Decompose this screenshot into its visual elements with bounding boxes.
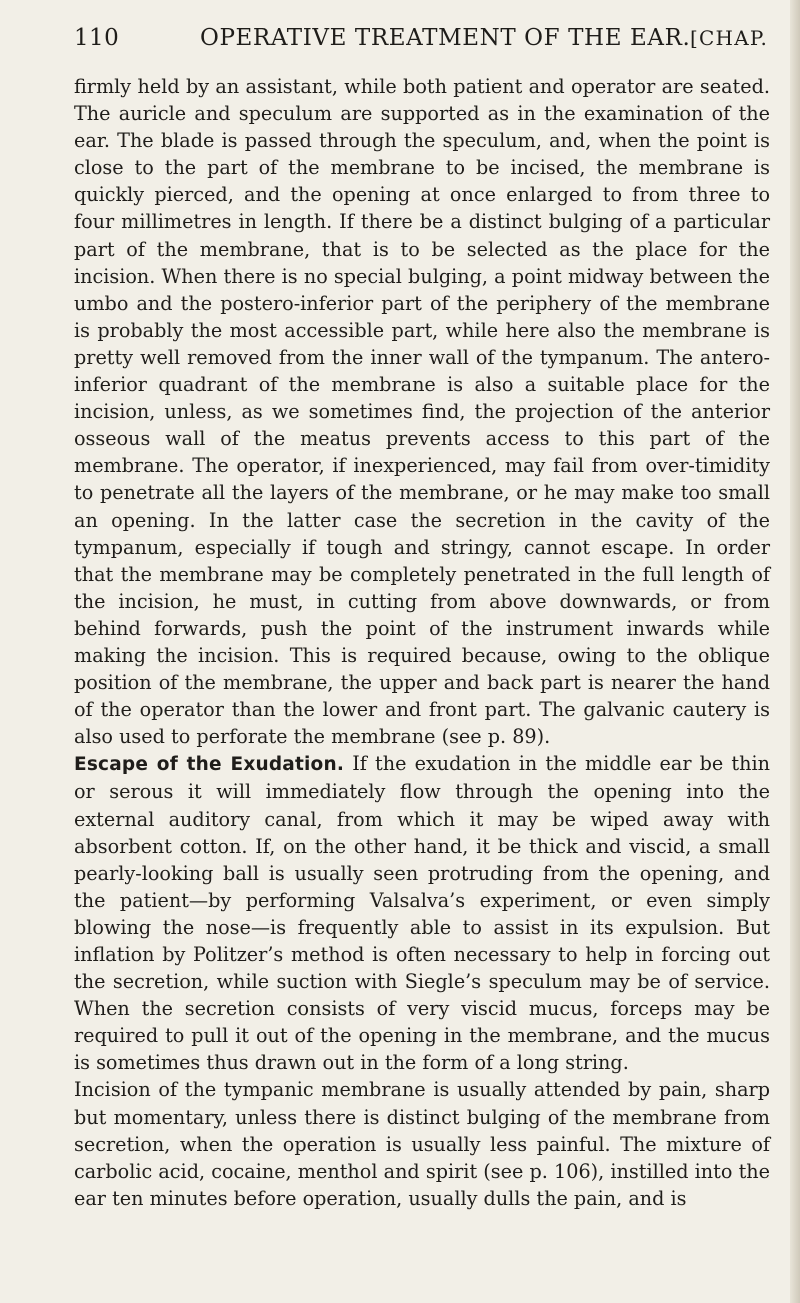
paragraph-exudation-text: If the exudation in the middle ear be thin or serous it will immediately flow through the opening into the external auditory canal, from which it may be wiped away with absorbent cotton. If, on the other hand, it be thick and viscid, a small pearly-looking ball is usually seen protruding from the opening, and the patient—by performing Valsalva’s experiment, or even simply blowing the nose—is frequently able to assist in its expulsion. But inflation by Politzer’s method is often necessary to help in forcing out the secretion, while suction with Siegle’s speculum may be of service. When the secretion consists of very viscid mucus, forceps may be required to pull it out of the opening in the membrane, and the mucus is sometimes thus drawn out in the form of a long string. — [74, 752, 770, 1075]
paragraph-incision-technique: firmly held by an assistant, while both patient and operator are seated. The auricle and speculum are supported as in the examination of the ear. The blade is passed through the speculum, and, when the point is close to the part of the membrane to be incised, the membrane is quickly pierced, and the opening at once enlarged to from three to four millimetres in length. If there be a distinct bulging of a particular part of the membrane, that is to be selected as the place for the incision. When there is no special bulging, a point midway between the umbo and the postero-inferior part of the periphery of the membrane is probably the most accessible part, while here also the membrane is pretty well removed from the inner wall of the tympanum. The antero-inferior quadrant of the membrane is also a suitable place for the incision, unless, as we sometimes find, the projection of the anterior osseous wall of the meatus prevents access to this part of the membrane. The operator, if inexperienced, may fail from over-timidity to penetrate all the layers of the membrane, or he may make too small an opening. In the latter case the secretion in the cavity of the tympanum, especially if tough and stringy, cannot escape. In order that the membrane may be completely penetrated in the full length of the incision, he must, in cutting from above downwards, or from behind forwards, push the point of the instrument inwards while making the incision. This is required because, owing to the oblique position of the membrane, the upper and back part is nearer the hand of the operator than the lower and front part. The galvanic cautery is also used to perforate the membrane (see p. 89). — [74, 75, 770, 749]
chapter-label: [CHAP. — [690, 26, 768, 50]
running-title: OPERATIVE TREATMENT OF THE EAR. — [200, 25, 691, 51]
page-number: 110 — [74, 25, 120, 51]
section-heading: Escape of the Exudation. — [74, 754, 345, 776]
paragraph-escape-of-exudation — [74, 750, 770, 1076]
page-edge — [790, 0, 800, 1303]
page-body — [74, 73, 770, 1212]
paragraph-pain: Incision of the tympanic membrane is usually attended by pain, sharp but momentary, unless there is distinct bulging of the membrane from secretion, when the operation is usually less painful. The mixture of carbolic acid, cocaine, menthol and spirit (see p. 106), instilled into the ear ten minutes before operation, usually dulls the pain, and is — [74, 1078, 770, 1210]
page-header — [74, 20, 768, 56]
